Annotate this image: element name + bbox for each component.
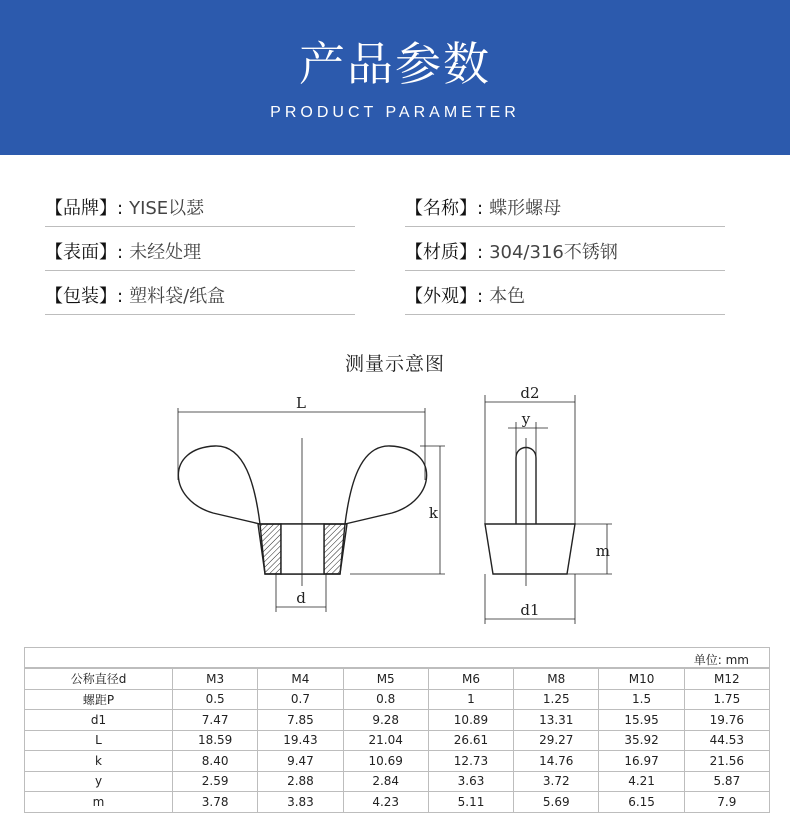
divider — [405, 270, 725, 271]
table-cell: 7.47 — [173, 710, 258, 731]
spec-row — [45, 186, 725, 230]
table-cell: 19.43 — [258, 730, 343, 751]
divider — [45, 270, 355, 271]
table-cell: 6.15 — [599, 792, 684, 813]
label-k: k — [428, 504, 438, 522]
table-row — [25, 792, 770, 813]
table-cell: 4.21 — [599, 771, 684, 792]
row-label-cell: m — [25, 792, 173, 813]
spec-material — [405, 238, 618, 264]
spec-value: 本色 — [489, 286, 526, 307]
table-cell: 10.89 — [428, 710, 513, 731]
table-cell: 44.53 — [684, 730, 769, 751]
table-cell: 3.72 — [514, 771, 599, 792]
spec-key: 【品牌】: — [45, 198, 124, 219]
table-cell: 4.23 — [343, 792, 428, 813]
table-cell: M12 — [684, 669, 769, 690]
spec-brand — [45, 194, 204, 220]
table-cell: 21.56 — [684, 751, 769, 772]
table-cell: 1.5 — [599, 689, 684, 710]
table-cell: 2.59 — [173, 771, 258, 792]
banner-title: 产品参数 — [299, 37, 491, 91]
table-cell: 5.87 — [684, 771, 769, 792]
table-cell: 15.95 — [599, 710, 684, 731]
table-cell: 35.92 — [599, 730, 684, 751]
diagram-title: 测量示意图 — [344, 353, 445, 375]
spec-value: 304/316不锈钢 — [489, 242, 618, 263]
row-label-cell: d1 — [25, 710, 173, 731]
table-cell: 0.8 — [343, 689, 428, 710]
bore — [281, 524, 324, 574]
table-cell: 0.7 — [258, 689, 343, 710]
table-cell: 19.76 — [684, 710, 769, 731]
table-header-row — [25, 669, 770, 690]
table-cell: 21.04 — [343, 730, 428, 751]
table-cell: 18.59 — [173, 730, 258, 751]
spec-row — [45, 230, 725, 274]
table-cell: 2.88 — [258, 771, 343, 792]
table-cell: 3.83 — [258, 792, 343, 813]
header-banner — [0, 0, 790, 155]
table-cell: 2.84 — [343, 771, 428, 792]
table-cell: 9.28 — [343, 710, 428, 731]
table-cell: 16.97 — [599, 751, 684, 772]
table-cell: 7.9 — [684, 792, 769, 813]
table-cell: 1.75 — [684, 689, 769, 710]
unit-label: 单位: mm — [693, 653, 749, 667]
spec-name — [405, 194, 561, 220]
label-L: L — [296, 394, 306, 412]
spec-row — [45, 274, 725, 318]
label-d2: d2 — [520, 384, 540, 402]
wing-nut-side-body — [485, 524, 575, 574]
table-cell: M10 — [599, 669, 684, 690]
row-label-cell: 螺距P — [25, 689, 173, 710]
row-label-cell: k — [25, 751, 173, 772]
hatch-left — [260, 524, 281, 574]
spec-value: 塑料袋/纸盒 — [129, 286, 226, 307]
table-cell: 14.76 — [514, 751, 599, 772]
table-row — [25, 771, 770, 792]
table-cell: 3.78 — [173, 792, 258, 813]
spec-value: YISE以瑟 — [129, 198, 205, 219]
table-cell: 0.5 — [173, 689, 258, 710]
table-row — [25, 689, 770, 710]
table-cell: 10.69 — [343, 751, 428, 772]
parameter-table — [24, 668, 770, 813]
spec-key: 【外观】: — [405, 286, 484, 307]
table-cell: 5.69 — [514, 792, 599, 813]
divider — [405, 226, 725, 227]
table-row — [25, 751, 770, 772]
table-cell: M8 — [514, 669, 599, 690]
spec-value: 蝶形螺母 — [489, 198, 562, 219]
unit-row — [24, 647, 770, 668]
table-cell: 3.63 — [428, 771, 513, 792]
divider — [405, 314, 725, 315]
wing-nut-front-outline — [178, 446, 260, 524]
row-label-cell: L — [25, 730, 173, 751]
spec-surface — [45, 238, 201, 264]
table-cell: 29.27 — [514, 730, 599, 751]
table-cell: 9.47 — [258, 751, 343, 772]
label-y: y — [521, 410, 531, 428]
row-label-cell: 公称直径d — [25, 669, 173, 690]
hatch-right — [324, 524, 345, 574]
table-cell: 1 — [428, 689, 513, 710]
spec-key: 【表面】: — [45, 242, 124, 263]
table-cell: 26.61 — [428, 730, 513, 751]
label-d: d — [296, 589, 306, 607]
label-d1: d1 — [520, 601, 540, 619]
table-cell: 13.31 — [514, 710, 599, 731]
table-cell: M3 — [173, 669, 258, 690]
spec-key: 【名称】: — [405, 198, 484, 219]
table-row — [25, 730, 770, 751]
wing-nut-diagram — [0, 380, 790, 630]
table-cell: 5.11 — [428, 792, 513, 813]
table-cell: M6 — [428, 669, 513, 690]
spec-key: 【包装】: — [45, 286, 124, 307]
spec-key: 【材质】: — [405, 242, 484, 263]
label-m: m — [595, 542, 610, 560]
divider — [45, 314, 355, 315]
spec-list — [45, 186, 725, 318]
divider — [45, 226, 355, 227]
table-cell: M4 — [258, 669, 343, 690]
spec-value: 未经处理 — [129, 242, 202, 263]
row-label-cell: y — [25, 771, 173, 792]
table-cell: 7.85 — [258, 710, 343, 731]
table-cell: 12.73 — [428, 751, 513, 772]
table-row — [25, 710, 770, 731]
table-cell: 8.40 — [173, 751, 258, 772]
wing-nut-front-outline-right — [345, 446, 427, 524]
spec-appearance — [405, 282, 525, 308]
banner-subtitle: PRODUCT PARAMETER — [270, 104, 520, 121]
table-cell: M5 — [343, 669, 428, 690]
table-cell: 1.25 — [514, 689, 599, 710]
spec-packaging — [45, 282, 225, 308]
